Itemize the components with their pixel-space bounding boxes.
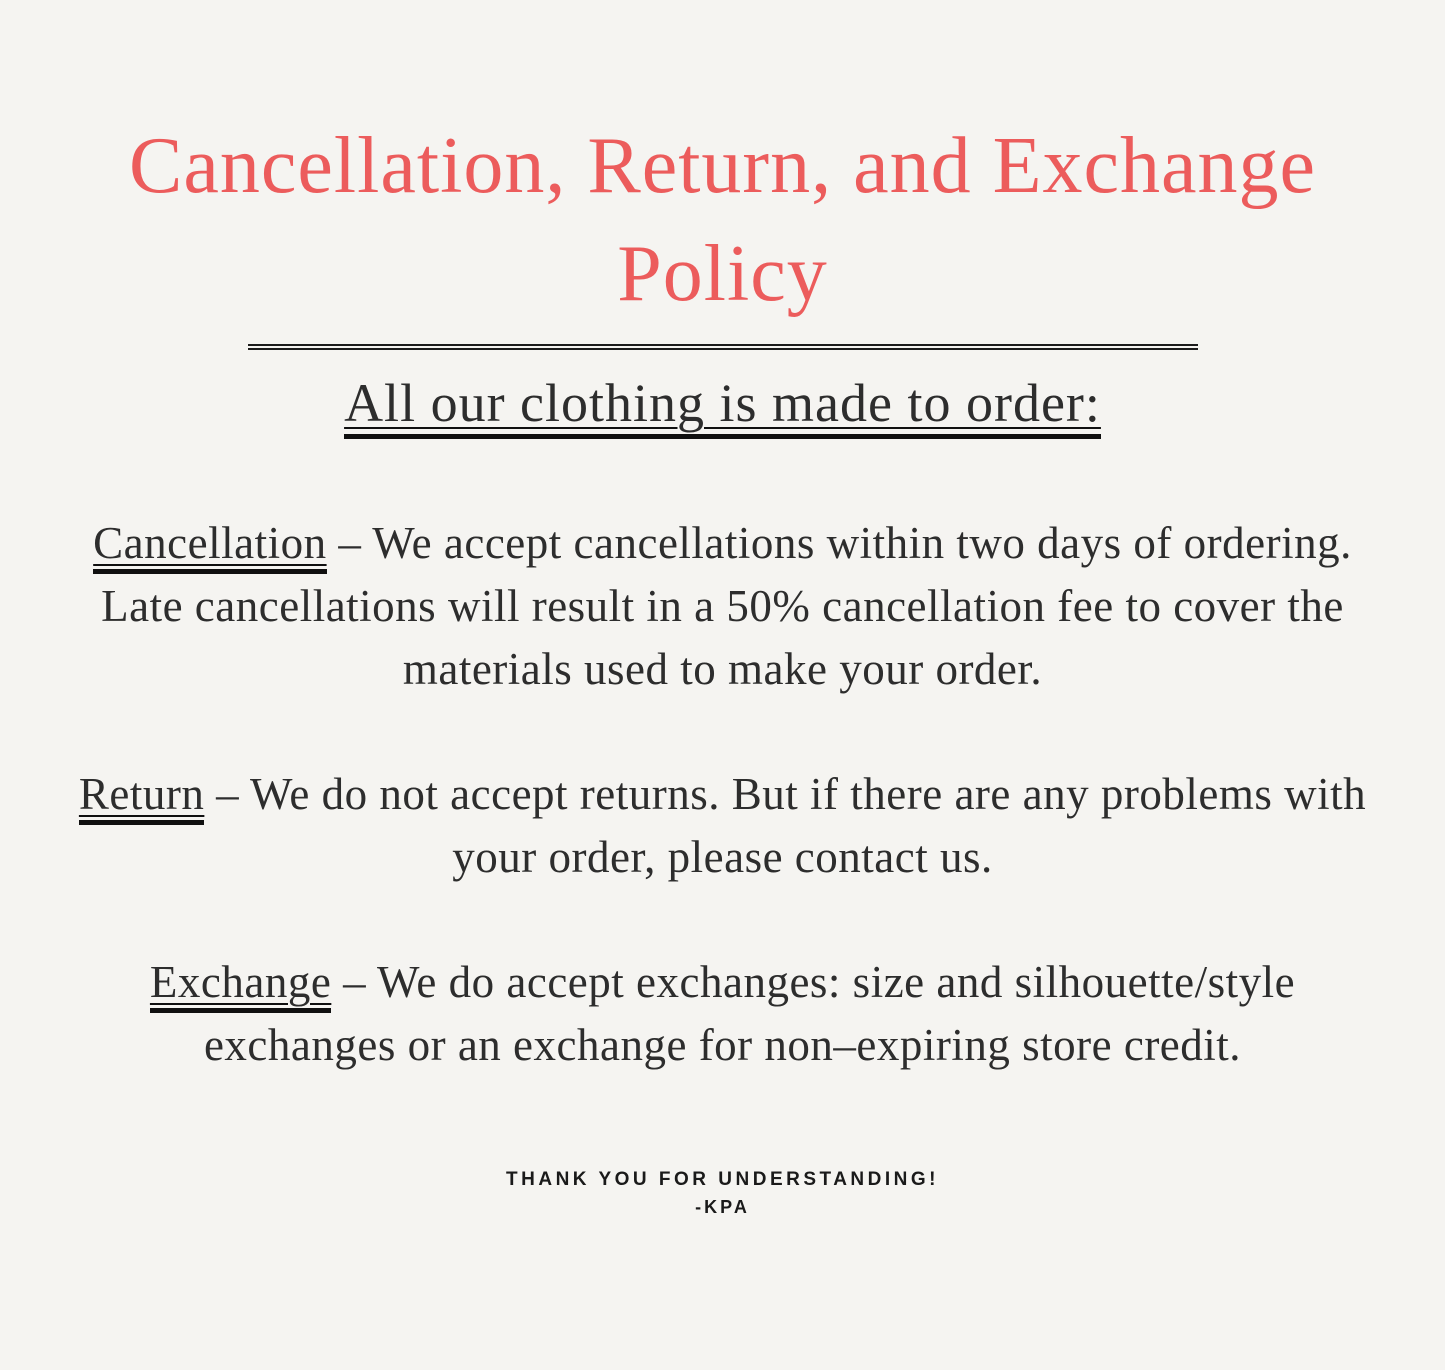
thank-you-text: THANK YOU FOR UNDERSTANDING! bbox=[506, 1169, 939, 1190]
made-to-order-heading-text: All our clothing is made to order: bbox=[344, 373, 1101, 439]
cancellation-policy-paragraph bbox=[53, 512, 1393, 701]
return-policy-paragraph bbox=[53, 763, 1393, 889]
title-divider bbox=[248, 344, 1198, 350]
signature-text: -KPA bbox=[695, 1197, 750, 1217]
footer bbox=[50, 1169, 1395, 1218]
cancellation-keyword: Cancellation bbox=[93, 518, 326, 574]
exchange-policy-text: – We do accept exchanges: size and silhouette/style exchanges or an exchange for non–expiring store credit. bbox=[203, 957, 1296, 1070]
exchange-policy-paragraph bbox=[53, 951, 1393, 1077]
cancellation-policy-text: – We accept cancellations within two days of ordering. Late cancellations will result in a 50% cancellation fee to cover the materials used to make your order. bbox=[101, 518, 1352, 694]
page-title: Cancellation, Return, and Exchange Policy bbox=[129, 122, 1316, 318]
return-keyword: Return bbox=[79, 769, 204, 825]
return-policy-text: – We do not accept returns. But if there are any problems with your order, please contact us. bbox=[204, 769, 1367, 882]
exchange-keyword: Exchange bbox=[150, 957, 331, 1013]
made-to-order-heading bbox=[50, 372, 1395, 434]
